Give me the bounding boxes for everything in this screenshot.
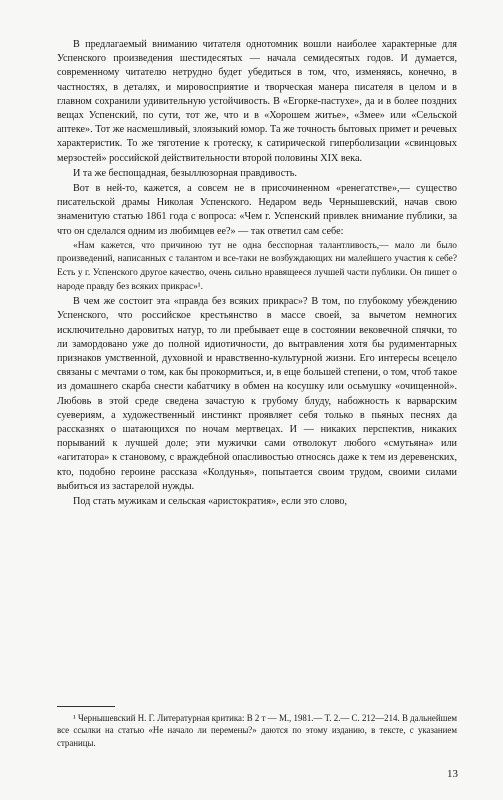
paragraph-5: В чем же состоит эта «правда без всяких прикрас»? В том, по глубокому убеждению Успенского, что российское крестьянство в массе своей, за вычетом немногих исключительно даровитых натур, то ли пребывает еще в состоянии вековечной спячки, то ли замордовано уже до полной идиотичности, до вытравления хотя бы рудиментарных признаков умственной, духовной и нравственно-культурной жизни. Его интересы всецело связаны с мечтами о том, как бы прокормиться, и, в еще большей степени, о том, чтоб такое из домашнего скарба снести кабатчику в обмен на косушку или осьмушку «очищенной». Любовь в этой среде сведена зачастую к грубому блуду, набожность к варварским суевериям, а художественный инстинкт проявляет себя только в пьяных песнях да рассказнях о шатающихся по ночам мертвецах. И — никаких перспектив, никаких порываний к лучшей доле; эти мужички сами отволокут любого «смутьяна» или «агитатора» к становому, с враждебной опасливостью относясь даже к тем из деревенских, кто, подобно героине рассказа «Колдунья», попытается своим трудом, своими силами выбиться из застарелой нужды. <box>57 296 457 492</box>
paragraph-1: В предлагаемый вниманию читателя однотомник вошли наиболее характерные для Успенского произведения шестидесятых — начала семидесятых годов. И думается, современному читателю нетрудно будет убедиться в том, что, изменяясь, конечно, в частностях, в деталях, и мировосприятие и творческая манера писателя в целом и в главном сохранили удивительную устойчивость. В «Егорке-пастухе», да и в более поздних вещах Успенский, по сути, тот же, что и в «Хорошем житье», «Змее» или «Сельской аптеке». Тот же насмешливый, злоязыкий юмор. Та же точность бытовых примет и речевых характеристик. То же тяготение к гротеску, к сатирической гиперболизации «свинцовых мерзостей» российской действительности второй половины XIX века. <box>57 39 457 164</box>
quote-paragraph: «Нам кажется, что причиною тут не одна бесспорная талантливость,— мало ли было произведений, написанных с талантом и все-таки не возбуждающих ни малейшего участия к себе? Есть у г. Успенского другое качество, очень сильно нравящееся лучшей части публики. Он пишет о народе правду без всяких прикрас»¹. <box>57 240 457 292</box>
paragraph-3: Вот в ней-то, кажется, а совсем не в присочиненном «ренегатстве»,— существо писательской драмы Николая Успенского. Недаром ведь Чернышевский, начав свою знаменитую статью 1861 года с вопроса: «Чем г. Успенский привлек внимание публики, за что он сделался одним из любимцев ее?» — так ответил сам себе: <box>57 183 457 237</box>
footnote-text: ¹ Чернышевский Н. Г. Литературная критика: В 2 т — М., 1981.— Т. 2.— С. 212—214. В дальнейшем все ссылки на статью «Не начало ли перемены?» даются по этому изданию, в тексте, с указанием страницы. <box>57 713 457 748</box>
main-text <box>57 38 457 509</box>
paragraph-2: И та же беспощадная, безыллюзорная правдивость. <box>73 167 297 179</box>
paragraph-6: Под стать мужикам и сельская «аристократия», если это слово, <box>73 496 348 508</box>
footnote <box>57 712 457 749</box>
page-number: 13 <box>447 768 458 780</box>
footnote-divider <box>57 706 115 707</box>
